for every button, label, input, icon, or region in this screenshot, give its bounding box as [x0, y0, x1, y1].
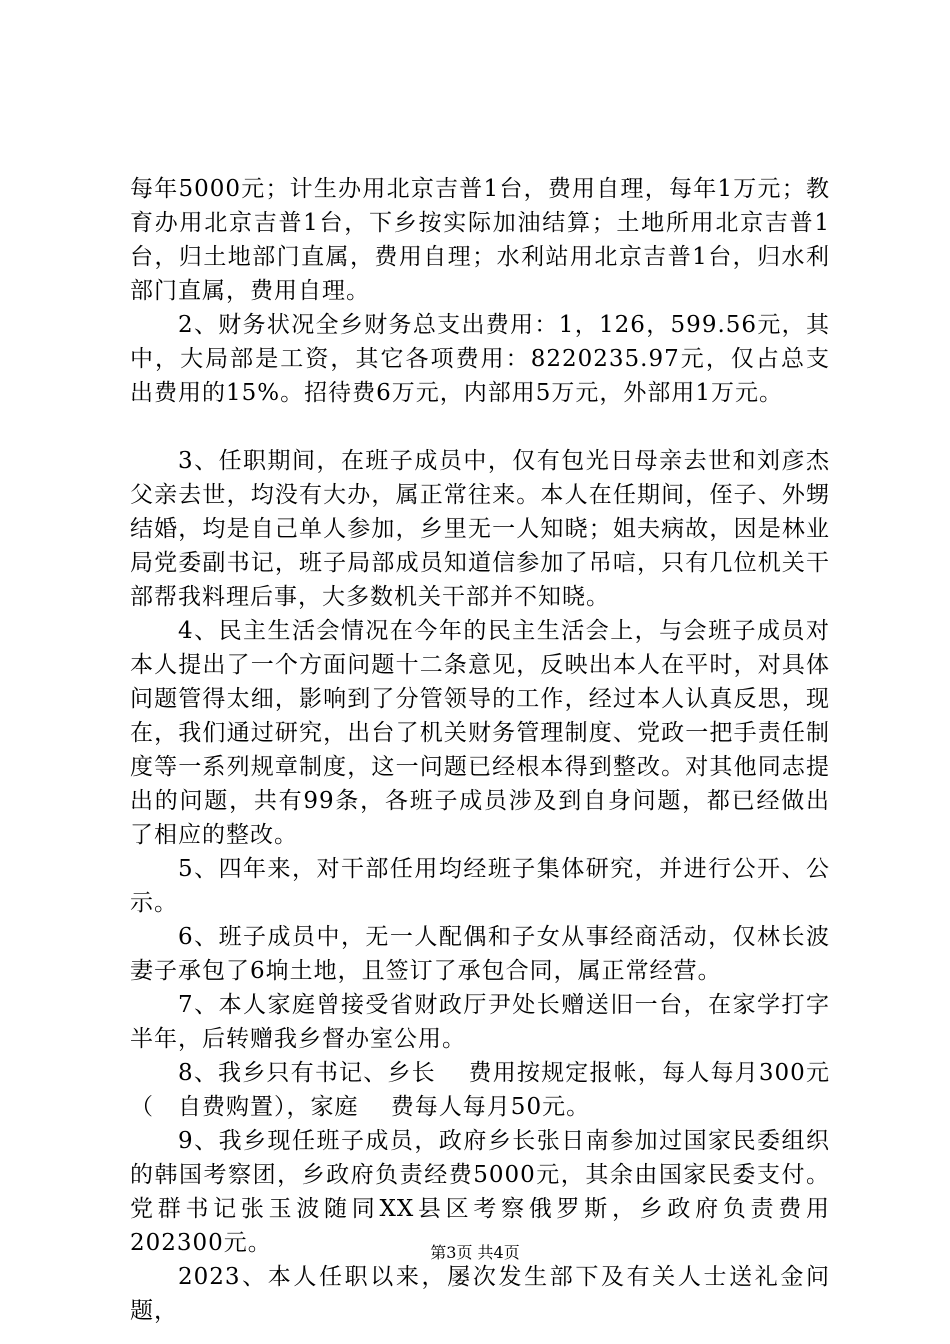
- document-body: [130, 172, 830, 1328]
- paragraph-democratic-life-meeting: 4、民主生活会情况在今年的民主生活会上，与会班子成员对本人提出了一个方面问题十二条意见，反映出本人在平时，对具体问题管得太细，影响到了分管领导的工作，经过本人认真反思，现在，我们通过研究，出台了机关财务管理制度、党政一把手责任制度等一系列规章制度，这一问题已经根本得到整改。对其他同志提出的问题，共有99条，各班子成员涉及到自身问题，都已经做出了相应的整改。: [130, 618, 830, 848]
- paragraph-overseas-trips: 9、我乡现任班子成员，政府乡长张日南参加过国家民委组织的韩国考察团，乡政府负责经费5000元，其余由国家民委支付。党群书记张玉波随同XX县区考察俄罗斯，乡政府负责费用202300元。: [130, 1128, 830, 1256]
- paragraph-gift-money: 2023、本人任职以来，屡次发生部下及有关人士送礼金问题，: [130, 1264, 830, 1324]
- paragraph-family-business: 6、班子成员中，无一人配偶和子女从事经商活动，仅林长波妻子承包了6垧土地，且签订了承包合同，属正常经营。: [130, 924, 830, 984]
- paragraph-vehicle-costs-continued: 每年5000元；计生办用北京吉普1台，费用自理，每年1万元；教育办用北京吉普1台，下乡按实际加油结算；土地所用北京吉普1台，归土地部门直属，费用自理；水利站用北京吉普1台，归水利部门直属，费用自理。: [130, 176, 830, 304]
- paragraph-financial-status: 2、财务状况全乡财务总支出费用：1，126，599.56元，其中，大局部是工资，其它各项费用：8220235.97元，仅占总支出费用的15%。招待费6万元，内部用5万元，外部用1万元。: [130, 312, 830, 406]
- paragraph-cadre-appointment: 5、四年来，对干部任用均经班子集体研究，并进行公开、公示。: [130, 856, 830, 916]
- paragraph-gift-received: 7、本人家庭曾接受省财政厅尹处长赠送旧一台，在家学打字半年，后转赠我乡督办室公用。: [130, 992, 830, 1052]
- page-number-footer: 第3页 共4页: [430, 1243, 520, 1262]
- paragraph-tenure-events: 3、任职期间，在班子成员中，仅有包光日母亲去世和刘彦杰父亲去世，均没有大办，属正常往来。本人在任期间，侄子、外甥结婚，均是自己单人参加，乡里无一人知晓；姐夫病故，因是林业局党委副书记，班子局部成员知道信参加了吊唁，只有几位机关干部帮我料理后事，大多数机关干部并不知晓。: [130, 448, 830, 610]
- paragraph-phone-expenses: 8、我乡只有书记、乡长 费用按规定报帐，每人每月300元（ 自费购置），家庭 费每人每月50元。: [130, 1060, 830, 1120]
